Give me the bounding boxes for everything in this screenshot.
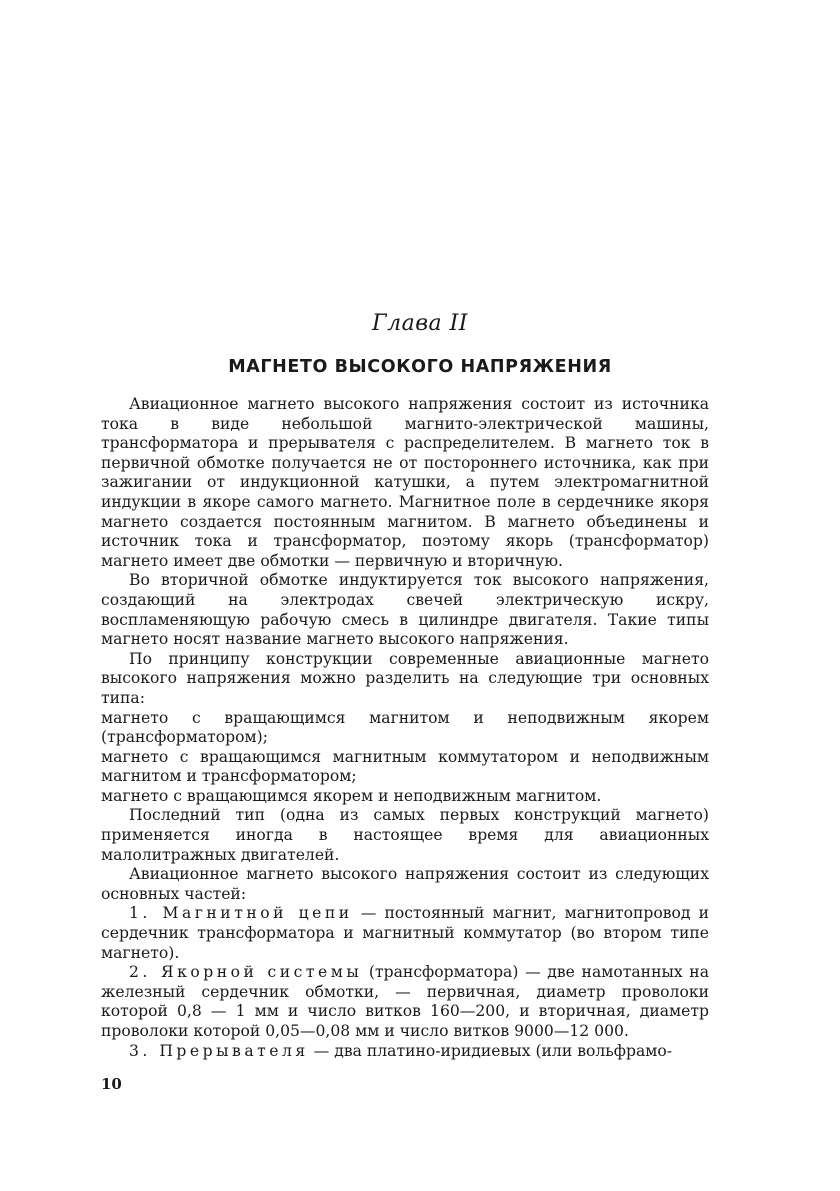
item-text: — два платино-иридиевых (или вольфрамо-	[308, 1041, 673, 1060]
list-item: магнето с вращающимся магнитным коммутатором и неподвижным магнитом и трансформатором;	[101, 747, 709, 786]
list-item: магнето с вращающимся якорем и неподвижным магнитом.	[101, 786, 602, 805]
page-number: 10	[101, 1075, 122, 1093]
paragraph: По принципу конструкции современные авиационные магнето высокого напряжения можно разделить на следующие три основных типа:	[101, 649, 709, 707]
paragraph: Во вторичной обмотке индуктируется ток высокого напряжения, создающий на электродах свечей электрическую искру, воспламеняющую рабочую смесь в цилиндре двигателя. Такие типы магнето носят название магнето высокого напряжения.	[101, 571, 709, 649]
item-label: 1. Магнитной цепи	[129, 904, 353, 923]
item-label: 2. Якорной системы	[129, 963, 363, 982]
item-label: 3. Прерывателя	[129, 1041, 309, 1060]
paragraph: Последний тип (одна из самых первых конструкций магнето) применяется иногда в настоящее время для авиационных малолитражных двигателей.	[101, 806, 709, 864]
numbered-item	[101, 1042, 709, 1062]
item-text: (трансформатора) — две намотанных на железный сердечник обмотки, — первичная, диаметр проволоки которой 0,8 — 1 мм и число витков 160—200, и вторичная, диаметр проволоки которой 0,05—0,08 мм и число витков 9000—12 000.	[101, 963, 709, 1040]
body-text	[101, 395, 709, 1061]
numbered-item	[101, 904, 709, 963]
list-item: магнето с вращающимся магнитом и неподвижным якорем (трансформатором);	[101, 708, 709, 747]
numbered-item	[101, 963, 709, 1041]
chapter-title: МАГНЕТО ВЫСОКОГО НАПРЯЖЕНИЯ	[228, 357, 612, 377]
paragraph: Авиационное магнето высокого напряжения состоит из следующих основных частей:	[101, 865, 709, 903]
item-text: — постоянный магнит, магнитопровод и сердечник трансформатора и магнитный коммутатор (во втором типе магнето).	[101, 904, 709, 962]
paragraph: Авиационное магнето высокого напряжения состоит из источника тока в виде небольшой магнито-электрической машины, трансформатора и прерывателя с распределителем. В магнето ток в первичной обмотке получается не от постороннего источника, как при зажигании от индукционной катушки, а путем электромагнитной индукции в якоре самого магнето. Магнитное поле в сердечнике якоря магнето создается постоянным магнитом. В магнето объединены и источник тока и трансформатор, поэтому якорь (трансформатор) магнето имеет две обмотки — первичную и вторичную.	[101, 395, 709, 570]
chapter-heading: Глава II	[372, 311, 468, 336]
